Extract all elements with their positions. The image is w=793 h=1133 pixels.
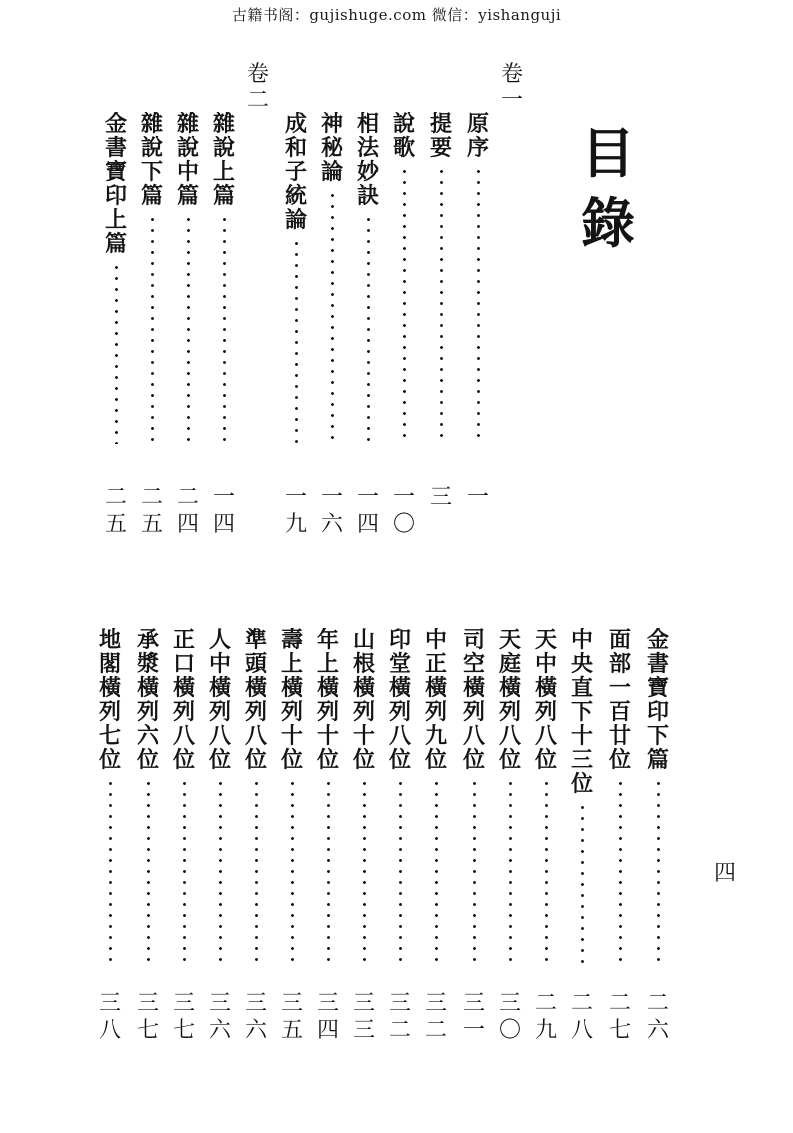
- toc-entry: [425, 112, 457, 448]
- dot-leader: [435, 778, 438, 968]
- toc-entry: [566, 628, 598, 972]
- toc-page-number: 二 五: [140, 485, 163, 537]
- toc-entry-title: 司 空 橫 列 八 位: [462, 628, 485, 773]
- toc-page-number: 三 五: [280, 991, 303, 1043]
- dot-leader: [477, 166, 480, 444]
- toc-page-number: 一 〇: [392, 485, 415, 537]
- dot-leader: [183, 778, 186, 968]
- dot-leader: [331, 190, 334, 444]
- toc-entry: [458, 628, 490, 972]
- dot-leader: [473, 778, 476, 968]
- dot-leader: [545, 778, 548, 968]
- toc-page-number: 三 〇: [498, 991, 521, 1043]
- toc-entry: [348, 628, 380, 972]
- toc-entry: [136, 112, 168, 448]
- toc-entry: [312, 628, 344, 972]
- dot-leader: [367, 214, 370, 444]
- toc-page-number: 三 二: [388, 991, 411, 1043]
- toc-page-number: 一 四: [212, 485, 235, 537]
- toc-page-number: 二 八: [570, 991, 593, 1043]
- toc-page-number: 二 九: [534, 991, 557, 1043]
- toc-entry: [384, 628, 416, 972]
- toc-page-number: 三 二: [424, 991, 447, 1043]
- toc-entry-title: 中 正 橫 列 九 位: [424, 628, 447, 773]
- volume-one-label: 卷一: [500, 62, 523, 113]
- toc-page-number: 一: [466, 485, 489, 510]
- dot-leader: [399, 778, 402, 968]
- toc-page-number: 三 七: [172, 991, 195, 1043]
- toc-entry-title: 山 根 橫 列 十 位: [352, 628, 375, 773]
- toc-entry: [132, 628, 164, 972]
- dot-leader: [619, 778, 622, 968]
- toc-entry-title: 說 歌: [392, 112, 415, 161]
- toc-entry-title: 中 央 直 下 十 三 位: [570, 628, 593, 797]
- dot-leader: [327, 778, 330, 968]
- toc-entry: [276, 628, 308, 972]
- toc-entry-title: 神 秘 論: [320, 112, 343, 185]
- dot-leader: [223, 214, 226, 444]
- toc-entry-title: 金 書 寶 印 上 篇: [104, 112, 127, 257]
- toc-entry-title: 成 和 子 統 論: [284, 112, 307, 233]
- toc-page-number: 三 八: [98, 991, 121, 1043]
- toc-page-number: 三 四: [316, 991, 339, 1043]
- toc-page-number: 三 三: [352, 991, 375, 1043]
- toc-entry: [172, 112, 204, 448]
- dot-leader: [187, 214, 190, 444]
- toc-entry: [388, 112, 420, 448]
- dot-leader: [657, 778, 660, 968]
- toc-page-number: 一 九: [284, 485, 307, 537]
- toc-entry: [208, 112, 240, 448]
- toc-entry: [94, 628, 126, 972]
- dot-leader: [295, 238, 298, 444]
- toc-entry: [530, 628, 562, 972]
- toc-entry: [316, 112, 348, 448]
- dot-leader: [509, 778, 512, 968]
- dot-leader: [291, 778, 294, 968]
- toc-entry: [462, 112, 494, 448]
- dot-leader: [109, 778, 112, 968]
- toc-entry: [240, 628, 272, 972]
- dot-leader: [115, 262, 118, 444]
- toc-entry-title: 雜 說 下 篇: [140, 112, 163, 209]
- toc-entry-title: 面 部 一 百 廿 位: [608, 628, 631, 773]
- toc-entry: [494, 628, 526, 972]
- toc-page-number: 三 七: [136, 991, 159, 1043]
- toc-entry-title: 雜 說 上 篇: [212, 112, 235, 209]
- dot-leader: [151, 214, 154, 444]
- dot-leader: [255, 778, 258, 968]
- side-page-number: 四: [714, 861, 737, 886]
- dot-leader: [219, 778, 222, 968]
- toc-entry-title: 原 序: [466, 112, 489, 161]
- toc-page-number: 一 四: [356, 485, 379, 537]
- toc-entry-title: 年 上 橫 列 十 位: [316, 628, 339, 773]
- toc-entry-title: 天 庭 橫 列 八 位: [498, 628, 521, 773]
- toc-entry: [168, 628, 200, 972]
- toc-entry-title: 正 口 橫 列 八 位: [172, 628, 195, 773]
- toc-entry-title: 壽 上 橫 列 十 位: [280, 628, 303, 773]
- toc-entry-title: 承 漿 橫 列 六 位: [136, 628, 159, 773]
- toc-entry: [642, 628, 674, 972]
- toc-entry-title: 印 堂 橫 列 八 位: [388, 628, 411, 773]
- watermark: 古籍书阁：gujishuge.com 微信：yishanguji: [231, 6, 562, 24]
- toc-entry-title: 準 頭 橫 列 八 位: [244, 628, 267, 773]
- toc-entry: [604, 628, 636, 972]
- dot-leader: [440, 166, 443, 444]
- toc-entry-title: 相 法 妙 訣: [356, 112, 379, 209]
- toc-entry-title: 金 書 寶 印 下 篇: [646, 628, 669, 773]
- page-title: 目錄: [581, 121, 635, 255]
- toc-entry: [280, 112, 312, 448]
- dot-leader: [363, 778, 366, 968]
- toc-page-number: 三 一: [462, 991, 485, 1043]
- dot-leader: [403, 166, 406, 444]
- toc-entry: [352, 112, 384, 448]
- toc-entry: [420, 628, 452, 972]
- toc-entry: [100, 112, 132, 448]
- toc-page-number: 三 六: [208, 991, 231, 1043]
- dot-leader: [147, 778, 150, 968]
- toc-page-number: 一 六: [320, 485, 343, 537]
- toc-page-number: 三 六: [244, 991, 267, 1043]
- toc-page-number: 二 四: [176, 485, 199, 537]
- toc-entry-title: 雜 說 中 篇: [176, 112, 199, 209]
- toc-entry: [204, 628, 236, 972]
- toc-entry-title: 地 閣 橫 列 七 位: [98, 628, 121, 773]
- toc-page-number: 二 七: [608, 991, 631, 1043]
- dot-leader: [581, 802, 584, 968]
- toc-page-number: 二 五: [104, 485, 127, 537]
- volume-two-label: 卷二: [246, 62, 269, 113]
- toc-entry-title: 人 中 橫 列 八 位: [208, 628, 231, 773]
- toc-page-number: 三: [429, 485, 452, 510]
- toc-page-number: 二 六: [646, 991, 669, 1043]
- toc-entry-title: 天 中 橫 列 八 位: [534, 628, 557, 773]
- toc-entry-title: 提 要: [429, 112, 452, 161]
